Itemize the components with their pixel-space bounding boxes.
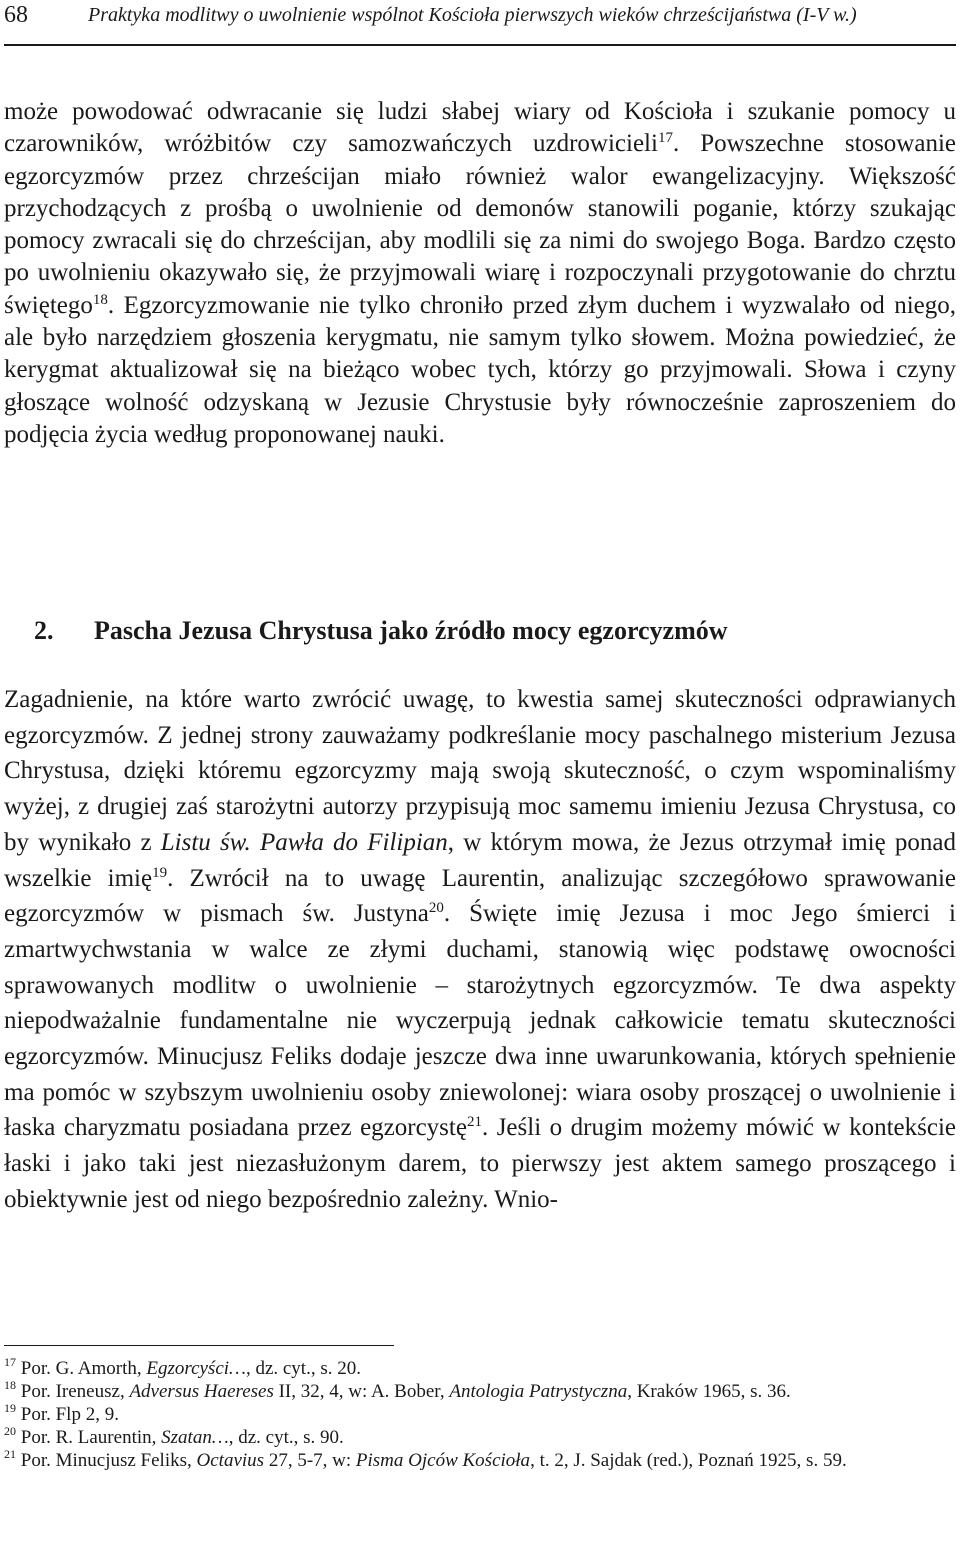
italic-title: Octavius (196, 1450, 265, 1471)
text-run: . Jeśli o drugim możemy mówić w kontekście łaski i jako taki jest niezasłużonym darem, to pierwszy jest aktem samego proszącego i obiektywnie jest od niego bezpośrednio zależny. Wnio- (4, 1114, 956, 1213)
text-run: . Egzorcyzmowanie nie tylko chroniło przed złym duchem i wyzwalało od niego, ale było narzędziem głoszenia kerygmatu, nie samym tylko słowem. Można powiedzieć, że kerygmat aktualizował się na bieżąco wobec tych, którzy go przyjmowali. Słowa i czyny głoszące wolność odzyskaną w Jezusie Chrystusie były równocześnie zaproszeniem do podjęcia życia według proponowanej nauki. (4, 291, 956, 448)
footnote-ref-20[interactable]: 20 (428, 900, 444, 917)
text-run: . Święte imię Jezusa i moc Jego śmierci i zmartwychwstania w walce ze złymi duchami, stanowią więc podstawę owocności sprawowanych modlitw o uwolnienie – starożytnych egzorcyzmów. Te dwa aspekty niepodważalnie fundamentalne nie wyczerpują jednak całkowicie tematu skuteczności egzorcyzmów. Minucjusz Feliks dodaje jeszcze dwa inne uwarunkowania, których spełnienie ma pomóc w szybszym uwolnieniu osoby zniewolonej: wiara osoby proszącej o uwolnienie i łaska charyzmatu posiadana przez egzorcystę (4, 900, 956, 1142)
header-rule (4, 44, 956, 46)
text-run: , t. 2, J. Sajdak (red.), Poznań 1925, s. 59. (530, 1450, 847, 1471)
text-run: . Powszechne stosowanie egzorcyzmów przez chrześcijan miało również walor ewangelizacyjny. Większość przychodzących z prośbą o uwolnienie od demonów stanowili poganie, którzy szukając pomocy zwracali się do chrześcijan, aby modlili się za nimi do swojego Boga. Bardzo często po uwolnieniu okazywało się, że przyjmowali wiarę i rozpoczynali przygotowanie do chrztu świętego (4, 130, 956, 319)
text-run: 27, 5-7, w: (264, 1450, 356, 1471)
footnote-21 (4, 1449, 956, 1472)
footnote-ref-17[interactable]: 17 (657, 130, 673, 147)
text-run: Por. Minucjusz Feliks, (16, 1450, 197, 1471)
intro-paragraph (4, 96, 956, 451)
text-run: . Zwrócił na to uwagę Laurentin, analizując szczegółowo sprawowanie egzorcyzmów w pismach św. Justyna (4, 864, 957, 928)
italic-title: Antologia Patrystyczna (449, 1381, 628, 1402)
footnote-number: 19 (4, 1401, 16, 1415)
footnote-ref-21[interactable]: 21 (466, 1114, 482, 1131)
text-run: Por. G. Amorth, (16, 1358, 147, 1379)
section-title: Pascha Jezusa Chrystusa jako źródło mocy egzorcyzmów (94, 616, 728, 645)
text-run: Por. Flp 2, 9. (16, 1404, 119, 1425)
section-number: 2. (34, 616, 54, 645)
text-run: II, 32, 4, w: A. Bober, (273, 1381, 450, 1402)
text-run: może powodować odwracanie się ludzi słabej wiary od Kościoła i szukanie pomocy u czarowników, wróżbitów czy samozwańczych uzdrowicieli (4, 98, 956, 158)
italic-title: Pisma Ojców Kościoła (355, 1450, 531, 1471)
text-run: , Kraków 1965, s. 36. (627, 1381, 791, 1402)
footnote-20 (4, 1426, 956, 1449)
footnote-18 (4, 1380, 956, 1403)
page-header (4, 0, 956, 44)
running-title: Praktyka modlitwy o uwolnienie wspólnot Kościoła pierwszych wieków chrześcijaństwa (I-V w.) (88, 4, 857, 26)
paragraph (4, 96, 956, 451)
text-run: Zagadnienie, na które warto zwrócić uwagę, to kwestia samej skuteczności odprawianych egzorcyzmów. Z jednej strony zauważamy podkreślanie mocy paschalnego misterium Jezusa Chrystusa, dzięki któremu egzorcyzmy mają swoją skuteczność, o czym wspominaliśmy wyżej, z drugiej zaś starożytni autorzy przypisują moc samemu imieniu Jezusa Chrystusa, co by wynikało z (4, 686, 956, 856)
italic-title: Egzorcyści… (146, 1358, 246, 1379)
paragraph (4, 682, 956, 1218)
text-run: , w którym mowa, że Jezus otrzymał imię ponad wszelkie imię (4, 828, 956, 892)
footnote-number: 17 (4, 1355, 16, 1369)
text-run: Por. Ireneusz, (16, 1381, 130, 1402)
section-heading (4, 616, 956, 646)
section-paragraph (4, 682, 956, 1218)
italic-title: Adversus Haereses (129, 1381, 274, 1402)
italic-title: Listu św. Pawła do Filipian (160, 828, 448, 856)
text-run: Por. R. Laurentin, (16, 1427, 162, 1448)
italic-title: Szatan… (161, 1427, 229, 1448)
footnotes (4, 1357, 956, 1472)
footnote-ref-18[interactable]: 18 (92, 291, 108, 308)
footnote-separator (4, 1345, 394, 1346)
footnote-number: 21 (4, 1447, 16, 1461)
footnote-19 (4, 1403, 956, 1426)
text-run: , dz. cyt., s. 20. (245, 1358, 361, 1379)
text-run: , dz. cyt., s. 90. (228, 1427, 344, 1448)
footnote-number: 20 (4, 1424, 16, 1438)
page-number: 68 (4, 2, 28, 28)
footnote-17 (4, 1357, 956, 1380)
footnote-number: 18 (4, 1378, 16, 1392)
footnote-ref-19[interactable]: 19 (152, 864, 168, 881)
